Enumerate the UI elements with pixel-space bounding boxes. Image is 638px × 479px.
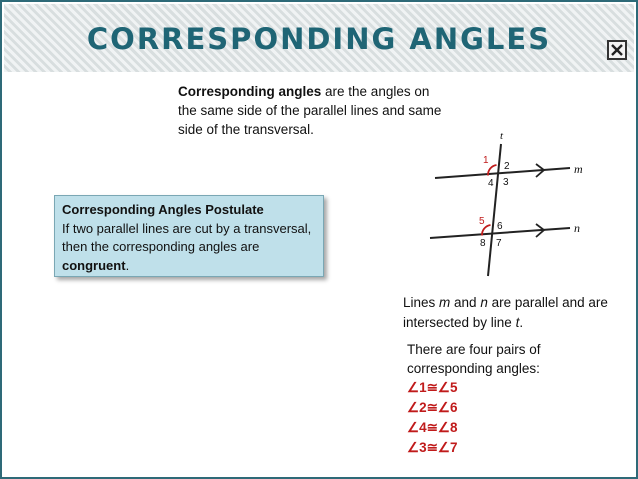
angle-pairs-list xyxy=(407,378,458,458)
diagram-caption xyxy=(403,293,613,332)
postulate-body xyxy=(62,220,316,276)
transversal-line xyxy=(488,144,501,276)
caption-text-3: are parallel and are intersected by line xyxy=(403,295,608,330)
angle-label-4: 4 xyxy=(488,178,494,189)
caption-var-m: m xyxy=(439,295,451,310)
close-button[interactable] xyxy=(607,40,627,60)
postulate-text: If two parallel lines are cut by a transversal, then the corresponding angles are xyxy=(62,220,312,254)
caption-var-t: t xyxy=(515,314,520,330)
definition-rest: are the angles on the same side of the parallel lines and same side of the transversal. xyxy=(178,84,442,137)
angle-label-6: 6 xyxy=(497,221,503,232)
caption-text-1: Lines xyxy=(403,295,440,310)
angle-pair: ∠4≅∠8 xyxy=(407,420,458,435)
angle-pair: ∠2≅∠6 xyxy=(407,400,458,415)
definition-text xyxy=(178,82,448,139)
angle-label-5: 5 xyxy=(479,216,485,227)
angle-label-8: 8 xyxy=(480,238,486,249)
caption-text-2: and xyxy=(450,295,481,310)
angle-label-7: 7 xyxy=(496,238,502,249)
postulate-box xyxy=(54,195,324,277)
angle-label-3: 3 xyxy=(503,177,509,188)
angle-label-1: 1 xyxy=(483,155,489,166)
title-bar xyxy=(4,4,634,72)
transversal-label: t xyxy=(500,130,504,142)
line-m-label: m xyxy=(574,162,583,176)
caption-text-4: . xyxy=(519,314,524,330)
postulate-heading: Corresponding Angles Postulate xyxy=(62,202,264,217)
caption-var-n: n xyxy=(480,295,488,310)
postulate-keyword: congruent xyxy=(62,257,126,273)
postulate-end: . xyxy=(125,257,130,273)
angle-pair: ∠3≅∠7 xyxy=(407,440,458,455)
close-x-icon xyxy=(610,43,624,57)
angle-pair: ∠1≅∠5 xyxy=(407,380,458,395)
angle-label-2: 2 xyxy=(504,161,510,172)
definition-term: Corresponding angles xyxy=(178,84,322,99)
line-n-label: n xyxy=(574,221,580,235)
pairs-intro-text: There are four pairs of corresponding angles: xyxy=(407,342,541,376)
parallel-lines-diagram xyxy=(425,128,595,278)
slide-title: CORRESPONDING ANGLES xyxy=(86,22,552,56)
